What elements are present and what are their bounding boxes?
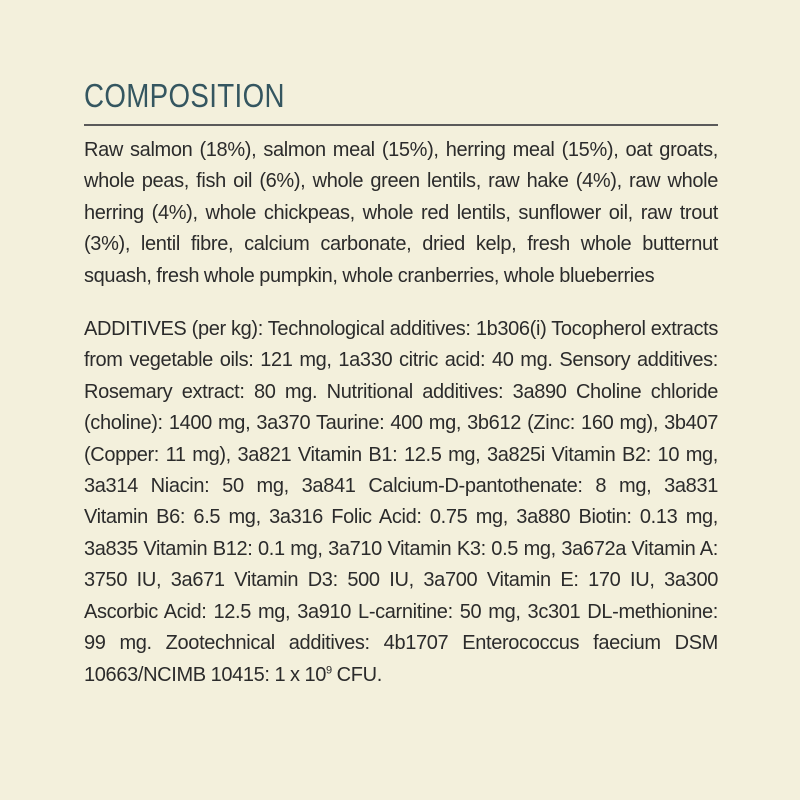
section-title: COMPOSITION [84,77,285,114]
additives-paragraph [84,314,718,691]
additives-text: ADDITIVES (per kg): Technological additives: 1b306(i) Tocopherol extracts from vegetable oils: 121 mg, 1a330 citric acid: 40 mg. Sensory additives: Rosemary extract: 80 mg. Nutritional additives: 3a890 Choline chloride (choline): 1400 mg, 3a370 Taurine: 400 mg, 3b612 (Zinc: 160 mg), 3b407 (Copper: 11 mg), 3a821 Vitamin B1: 12.5 mg, 3a825i Vitamin B2: 10 mg, 3a314 Niacin: 50 mg, 3a841 Calcium-D-pantothenate: 8 mg, 3a831 Vitamin B6: 6.5 mg, 3a316 Folic Acid: 0.75 mg, 3a880 Biotin: 0.13 mg, 3a835 Vitamin B12: 0.1 mg, 3a710 Vitamin K3: 0.5 mg, 3a672a Vitamin A: 3750 IU, 3a671 Vitamin D3: 500 IU, 3a700 Vitamin E: 170 IU, 3a300 Ascorbic Acid: 12.5 mg, 3a910 L-carnitine: 50 mg, 3c301 DL-methionine: 99 mg. Zootechnical additives: 4b1707 Enterococcus faecium DSM 10663/NCIMB 10415: 1 x 10 [84,318,718,686]
composition-panel [84,74,718,691]
composition-text: Raw salmon (18%), salmon meal (15%), herring meal (15%), oat groats, whole peas, fish oil (6%), whole green lentils, raw hake (4%), raw whole herring (4%), whole chickpeas, whole red lentils, sunflower oil, raw trout (3%), lentil fibre, calcium carbonate, dried kelp, fresh whole butternut squash, fresh whole pumpkin, whole cranberries, whole blueberries [84,139,718,287]
additives-suffix: CFU. [331,663,382,686]
cfu-exponent: 9 [326,663,332,676]
title-divider [84,124,718,126]
